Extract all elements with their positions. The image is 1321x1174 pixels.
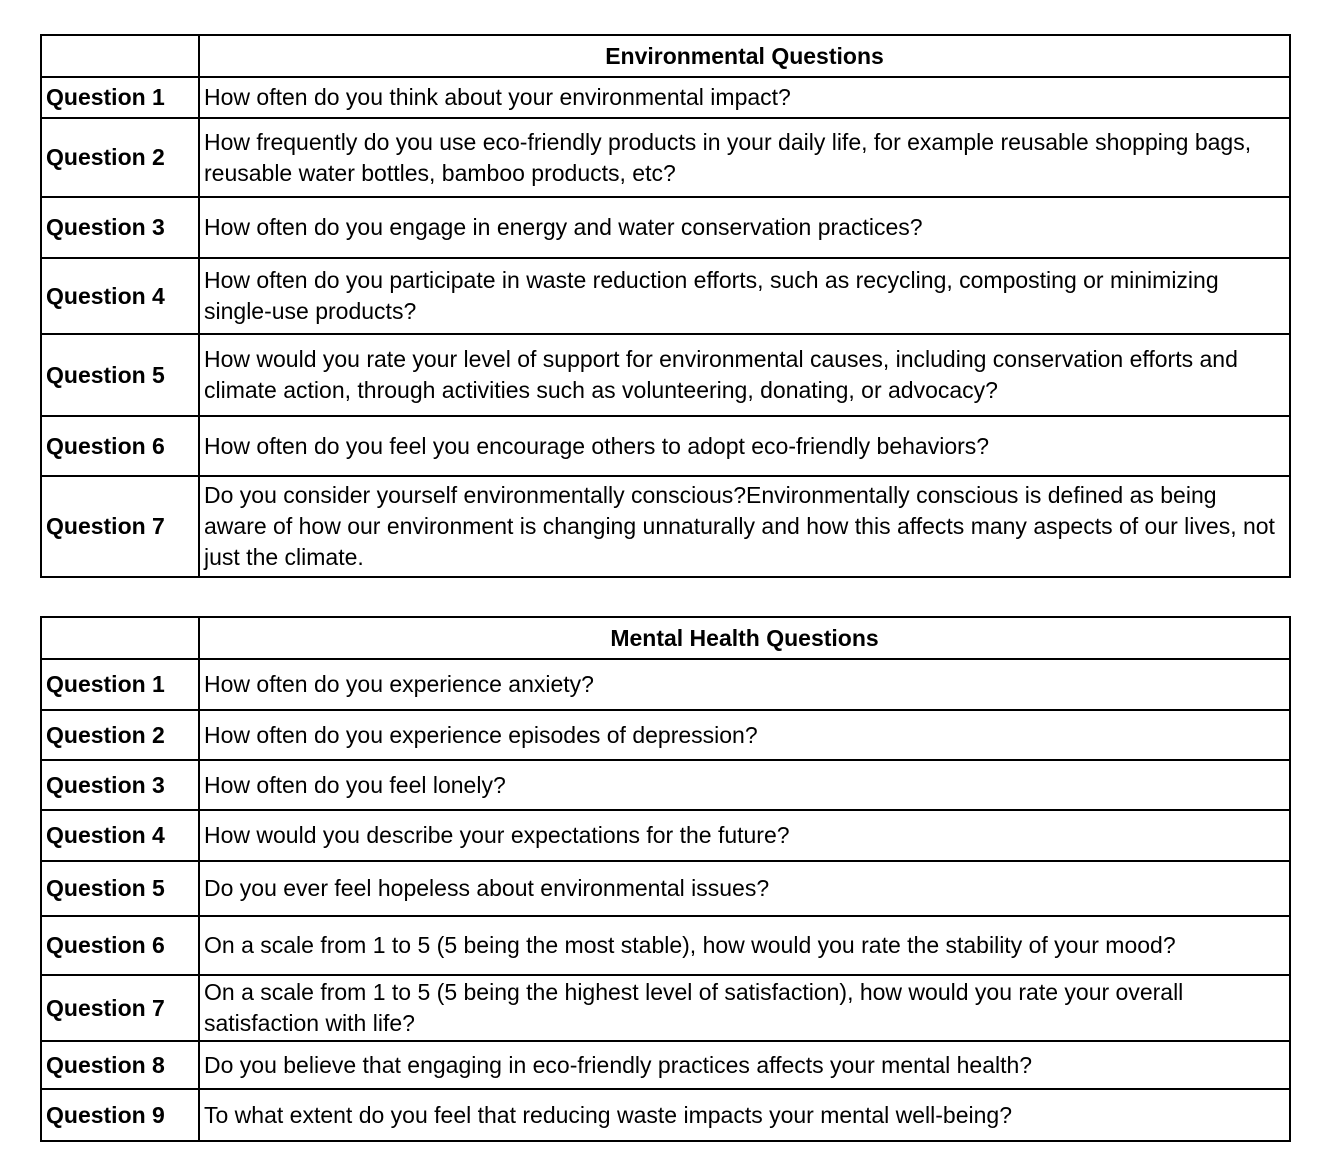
table-row bbox=[41, 975, 1290, 1041]
question-text: How often do you experience anxiety? bbox=[199, 659, 1290, 710]
question-label: Question 4 bbox=[41, 258, 199, 334]
question-label: Question 3 bbox=[41, 760, 199, 810]
question-label: Question 7 bbox=[41, 975, 199, 1041]
question-label: Question 6 bbox=[41, 916, 199, 975]
question-label: Question 8 bbox=[41, 1041, 199, 1089]
question-text: How would you describe your expectations for the future? bbox=[199, 810, 1290, 861]
question-text: How often do you participate in waste reduction efforts, such as recycling, composting or minimizing single-use products? bbox=[199, 258, 1290, 334]
table-header-row bbox=[41, 35, 1290, 77]
question-label: Question 5 bbox=[41, 334, 199, 416]
question-text: To what extent do you feel that reducing waste impacts your mental well-being? bbox=[199, 1089, 1290, 1141]
header-corner-cell bbox=[41, 35, 199, 77]
table-row bbox=[41, 77, 1290, 118]
table-header-row bbox=[41, 617, 1290, 659]
question-label: Question 2 bbox=[41, 118, 199, 197]
table-row bbox=[41, 710, 1290, 760]
question-label: Question 1 bbox=[41, 77, 199, 118]
mental-health-questions-table bbox=[40, 616, 1291, 1142]
table-row bbox=[41, 416, 1290, 476]
table-row bbox=[41, 258, 1290, 334]
question-text: Do you believe that engaging in eco-friendly practices affects your mental health? bbox=[199, 1041, 1290, 1089]
question-text: How often do you engage in energy and water conservation practices? bbox=[199, 197, 1290, 258]
environmental-table-title: Environmental Questions bbox=[199, 35, 1290, 77]
header-corner-cell bbox=[41, 617, 199, 659]
question-label: Question 7 bbox=[41, 476, 199, 577]
question-label: Question 5 bbox=[41, 861, 199, 916]
question-text: How often do you feel you encourage others to adopt eco-friendly behaviors? bbox=[199, 416, 1290, 476]
question-text: Do you ever feel hopeless about environmental issues? bbox=[199, 861, 1290, 916]
environmental-questions-table bbox=[40, 34, 1291, 578]
table-row bbox=[41, 760, 1290, 810]
question-text: Do you consider yourself environmentally conscious?Environmentally conscious is defined as being aware of how our environment is changing unnaturally and how this affects many aspects of our lives, not just the climate. bbox=[199, 476, 1290, 577]
question-text: How frequently do you use eco-friendly products in your daily life, for example reusable shopping bags, reusable water bottles, bamboo products, etc? bbox=[199, 118, 1290, 197]
question-label: Question 4 bbox=[41, 810, 199, 861]
table-row bbox=[41, 476, 1290, 577]
question-text: On a scale from 1 to 5 (5 being the highest level of satisfaction), how would you rate your overall satisfaction with life? bbox=[199, 975, 1290, 1041]
table-row bbox=[41, 1089, 1290, 1141]
question-label: Question 2 bbox=[41, 710, 199, 760]
table-row bbox=[41, 861, 1290, 916]
question-label: Question 6 bbox=[41, 416, 199, 476]
table-row bbox=[41, 118, 1290, 197]
table-row bbox=[41, 1041, 1290, 1089]
question-text: How often do you feel lonely? bbox=[199, 760, 1290, 810]
question-label: Question 1 bbox=[41, 659, 199, 710]
question-text: How often do you experience episodes of depression? bbox=[199, 710, 1290, 760]
question-label: Question 3 bbox=[41, 197, 199, 258]
table-row bbox=[41, 197, 1290, 258]
table-row bbox=[41, 810, 1290, 861]
question-text: How often do you think about your environmental impact? bbox=[199, 77, 1290, 118]
mental-health-table-title: Mental Health Questions bbox=[199, 617, 1290, 659]
question-label: Question 9 bbox=[41, 1089, 199, 1141]
table-row bbox=[41, 334, 1290, 416]
table-row bbox=[41, 916, 1290, 975]
question-text: How would you rate your level of support for environmental causes, including conservation efforts and climate action, through activities such as volunteering, donating, or advocacy? bbox=[199, 334, 1290, 416]
table-row bbox=[41, 659, 1290, 710]
question-text: On a scale from 1 to 5 (5 being the most stable), how would you rate the stability of your mood? bbox=[199, 916, 1290, 975]
